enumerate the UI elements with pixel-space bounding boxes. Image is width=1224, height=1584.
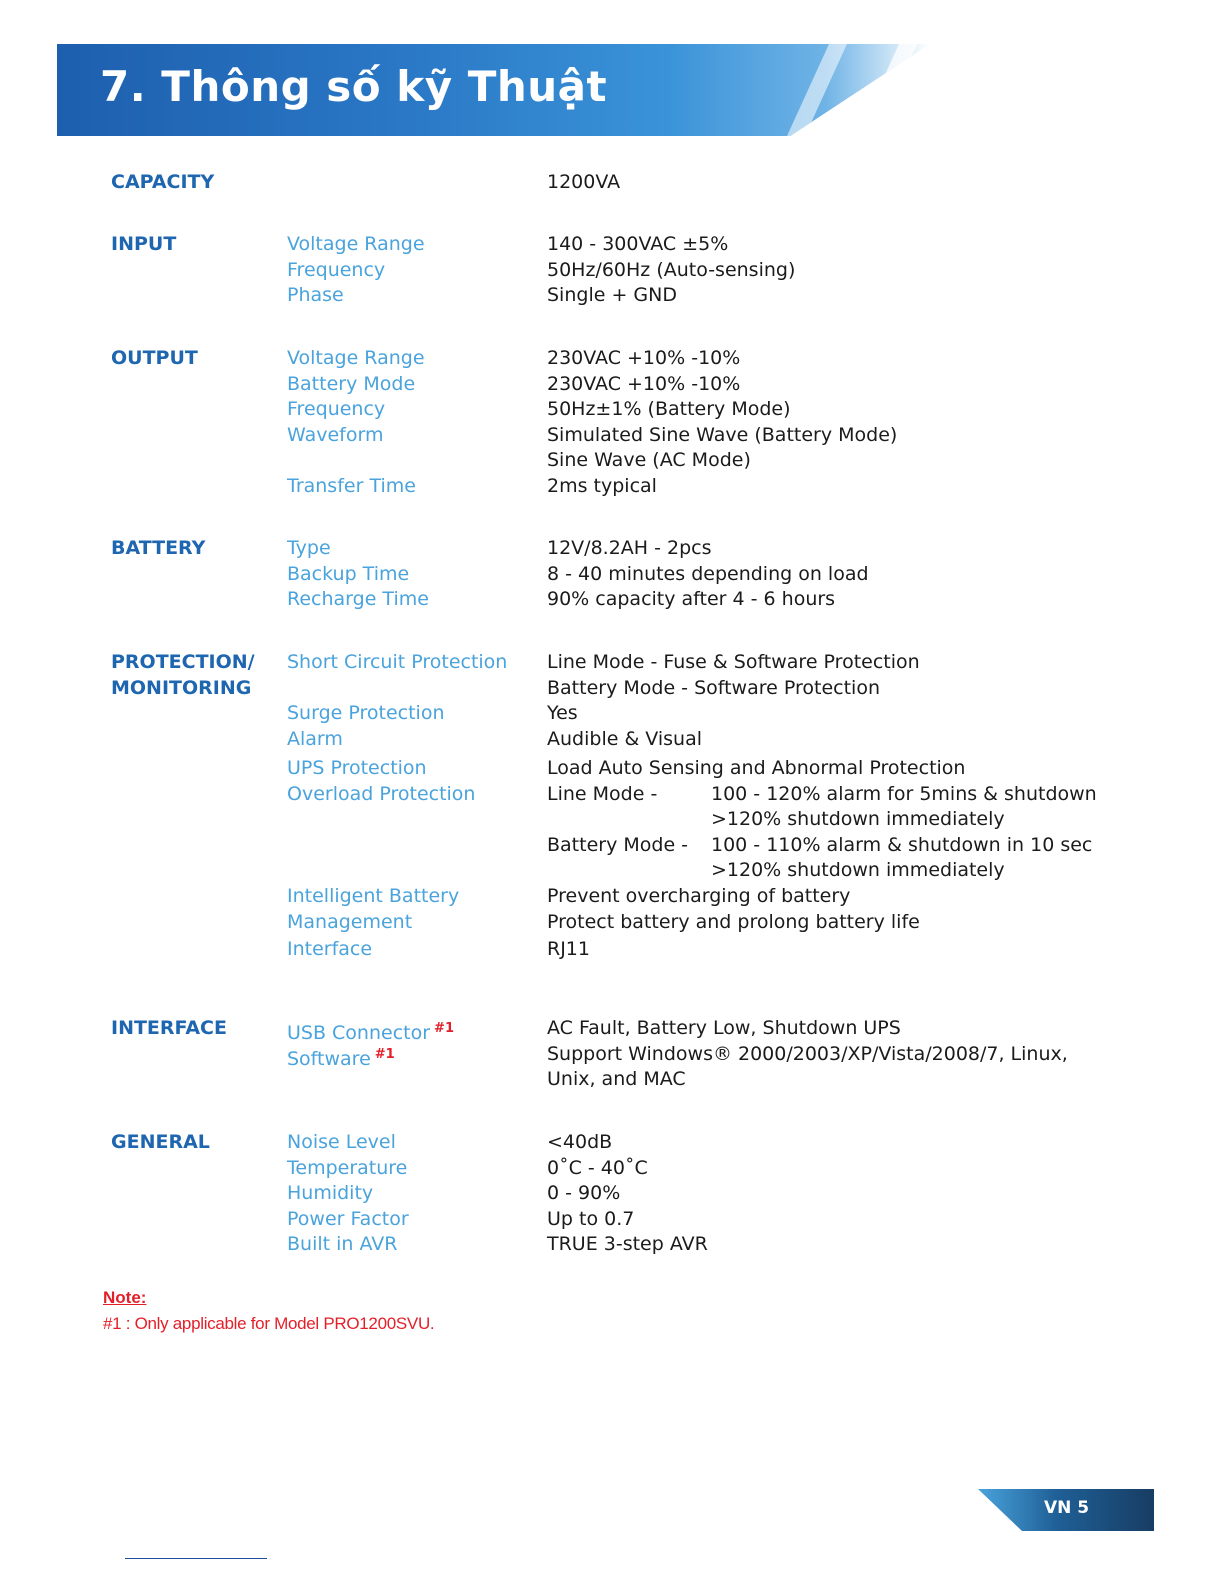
spec-value: 8 - 40 minutes depending on load: [547, 562, 869, 585]
spec-value: Yes: [547, 702, 578, 725]
spec-value: Audible & Visual: [547, 727, 703, 750]
spec-value: 230VAC +10% -10%: [547, 372, 741, 395]
section-label-line: MONITORING: [111, 676, 252, 699]
spec-param: Backup Time: [287, 562, 410, 585]
section-label: OUTPUT: [111, 347, 198, 369]
spec-value: 140 - 300VAC ±5%: [547, 233, 729, 255]
footnote-ref: #1: [434, 1021, 454, 1036]
spec-param: Temperature: [287, 1156, 408, 1179]
spec-value: 100 - 110% alarm & shutdown in 10 sec: [711, 833, 1093, 856]
spec-param: Surge Protection: [287, 702, 445, 725]
spec-param: [287, 1042, 395, 1073]
spec-param: Interface: [287, 938, 373, 960]
note-title: Note:: [103, 1288, 147, 1307]
spec-value: Prevent overcharging of battery: [547, 885, 851, 907]
section-label: [111, 650, 255, 701]
spec-value: <40dB: [547, 1131, 613, 1153]
spec-param: UPS Protection: [287, 757, 427, 779]
spec-value: Simulated Sine Wave (Battery Mode): [547, 423, 898, 446]
spec-value: 100 - 120% alarm for 5mins & shutdown: [711, 782, 1097, 805]
spec-value: TRUE 3-step AVR: [547, 1233, 708, 1256]
spec-param: Overload Protection: [287, 782, 476, 805]
spec-param: Humidity: [287, 1182, 374, 1205]
banner-stripe: [857, 44, 917, 136]
spec-value: Load Auto Sensing and Abnormal Protection: [547, 757, 966, 779]
spec-param: Power Factor: [287, 1207, 409, 1230]
footer-divider: [125, 1558, 267, 1559]
spec-value: 1200VA: [547, 171, 621, 193]
banner-stripe: [787, 44, 847, 136]
spec-param: Type: [287, 537, 331, 559]
spec-value: 50Hz±1% (Battery Mode): [547, 398, 791, 421]
spec-value: >120% shutdown immediately: [711, 808, 1005, 831]
spec-param: Voltage Range: [287, 347, 425, 369]
spec-value: 0˚C - 40˚C: [547, 1156, 648, 1179]
page-number: VN 5: [1044, 1498, 1090, 1518]
spec-param: Recharge Time: [287, 588, 429, 611]
spec-value: Sine Wave (AC Mode): [547, 449, 751, 472]
spec-param: Management: [287, 910, 413, 933]
spec-value: Battery Mode -: [547, 833, 689, 856]
section-label: CAPACITY: [111, 171, 215, 193]
note-text: #1 : Only applicable for Model PRO1200SVU.: [103, 1314, 435, 1333]
spec-param-text: USB Connector: [287, 1022, 431, 1044]
spec-value: Protect battery and prolong battery life: [547, 910, 920, 933]
spec-param: Frequency: [287, 258, 386, 281]
spec-value: 0 - 90%: [547, 1182, 621, 1205]
section-label: GENERAL: [111, 1131, 210, 1153]
spec-param: Voltage Range: [287, 233, 425, 255]
spec-param: Short Circuit Protection: [287, 651, 508, 673]
spec-value: Line Mode - Fuse & Software Protection: [547, 651, 920, 673]
spec-value: Unix, and MAC: [547, 1068, 686, 1091]
spec-value: AC Fault, Battery Low, Shutdown UPS: [547, 1017, 901, 1039]
spec-param-text: Software: [287, 1047, 371, 1070]
spec-param: Alarm: [287, 727, 343, 750]
spec-value: 90% capacity after 4 - 6 hours: [547, 588, 836, 611]
spec-value: Single + GND: [547, 284, 677, 307]
spec-param: Frequency: [287, 398, 386, 421]
spec-value: Support Windows® 2000/2003/XP/Vista/2008/7, Linux,: [547, 1042, 1068, 1065]
spec-param: Battery Mode: [287, 372, 416, 395]
spec-param: Waveform: [287, 423, 384, 446]
section-label: BATTERY: [111, 537, 206, 559]
spec-value: Up to 0.7: [547, 1207, 635, 1230]
spec-param: Built in AVR: [287, 1233, 398, 1256]
spec-param: Intelligent Battery: [287, 885, 460, 907]
spec-param: Transfer Time: [287, 475, 416, 497]
footnote-ref: #1: [374, 1046, 395, 1062]
spec-value: 2ms typical: [547, 475, 657, 497]
spec-param: Phase: [287, 284, 344, 307]
spec-value: Line Mode -: [547, 782, 658, 805]
spec-param: Noise Level: [287, 1131, 396, 1153]
page-title: 7. Thông số kỹ Thuật: [100, 62, 608, 111]
spec-value: 12V/8.2AH - 2pcs: [547, 537, 712, 559]
spec-value: 230VAC +10% -10%: [547, 347, 741, 369]
section-label: INPUT: [111, 233, 177, 255]
spec-value: 50Hz/60Hz (Auto-sensing): [547, 258, 796, 281]
spec-value: >120% shutdown immediately: [711, 859, 1005, 882]
section-label-line: PROTECTION/: [111, 651, 255, 673]
spec-value: RJ11: [547, 938, 590, 960]
spec-value: Battery Mode - Software Protection: [547, 676, 880, 699]
section-label: INTERFACE: [111, 1017, 227, 1039]
